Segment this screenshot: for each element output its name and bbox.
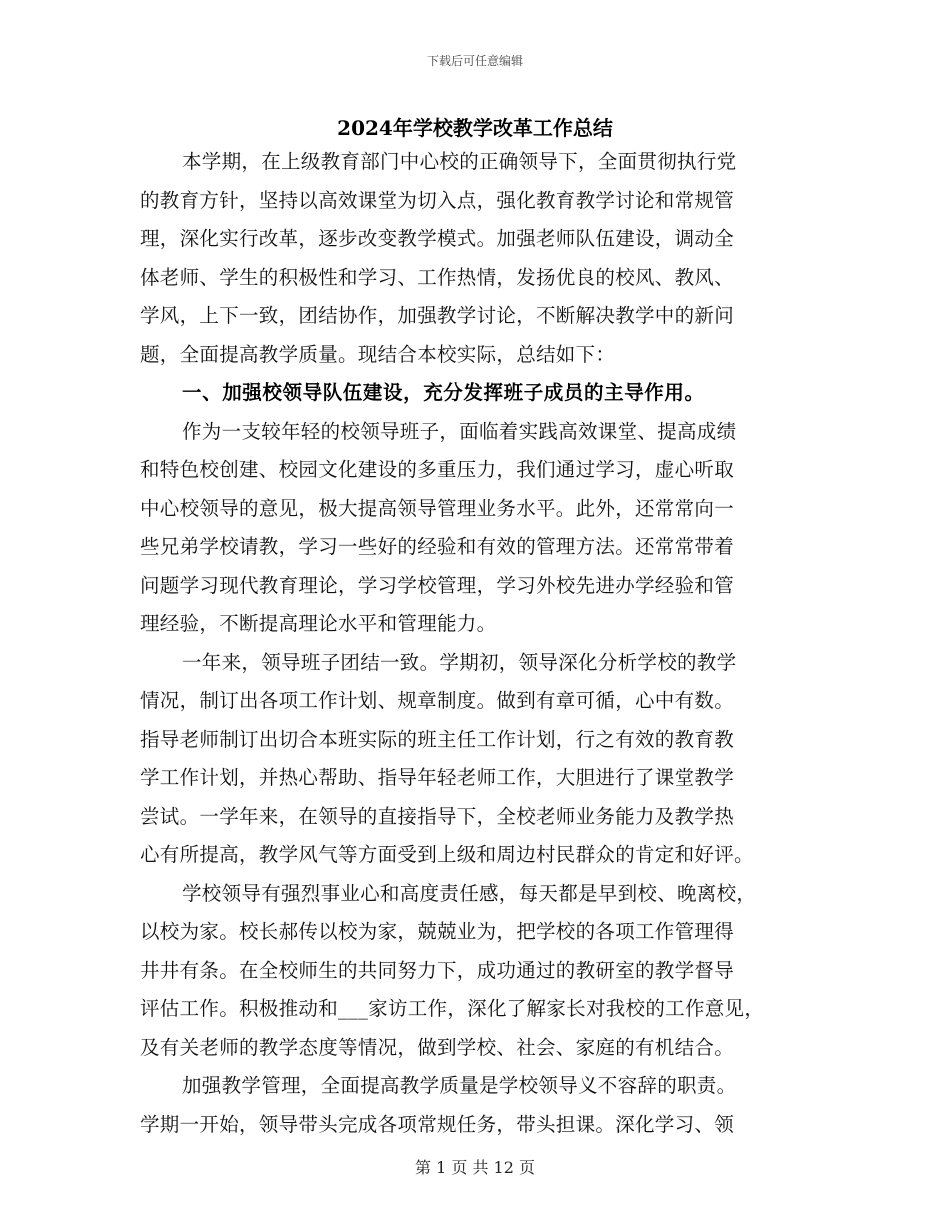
paragraph-line: 的教育方针，坚持以高效课堂为切入点，强化教育教学讨论和常规管 <box>140 188 735 212</box>
paragraph-line: 些兄弟学校请教，学习一些好的经验和有效的管理方法。还常常带着 <box>140 535 735 558</box>
paragraph-line: 一年来，领导班子团结一致。学期初，领导深化分析学校的教学 <box>182 650 737 674</box>
paragraph-line: 尝试。一学年来，在领导的直接指导下，全校老师业务能力及教学热 <box>140 804 735 828</box>
paragraph-line: 学风，上下一致，团结协作，加强教学讨论，不断解决教学中的新问 <box>140 304 735 327</box>
paragraph-line: 和特色校创建、校园文化建设的多重压力，我们通过学习，虚心听取 <box>140 458 735 481</box>
paragraph-line: 心有所提高，教学风气等方面受到上级和周边村民群众的肯定和好评。 <box>140 843 754 866</box>
paragraph-line: 指导老师制订出切合本班实际的班主任工作计划，行之有效的教育教 <box>140 727 735 751</box>
paragraph-line: 学校领导有强烈事业心和高度责任感，每天都是早到校、晚离校， <box>182 881 757 905</box>
paragraph-line: 以校为家。校长郝传以校为家，兢兢业为，把学校的各项工作管理得 <box>140 920 735 943</box>
section-heading: 一、加强校领导队伍建设，充分发挥班子成员的主导作用。 <box>182 381 705 404</box>
paragraph-line: 学工作计划，并热心帮助、指导年轻老师工作，大胆进行了课堂教学 <box>140 766 735 789</box>
page-header-note: 下载后可任意编辑 <box>426 54 523 68</box>
paragraph-line: 中心校领导的意见，极大提高领导管理业务水平。此外，还常常向一 <box>140 496 735 520</box>
document-title: 2024年学校教学改革工作总结 <box>337 116 613 140</box>
paragraph-line: 本学期，在上级教育部门中心校的正确领导下，全面贯彻执行党 <box>182 150 737 173</box>
paragraph-line: 情况，制订出各项工作计划、规章制度。做到有章可循，心中有数。 <box>140 689 735 712</box>
paragraph-line: 理，深化实行改革，逐步改变教学模式。加强老师队伍建设，调动全 <box>140 227 735 250</box>
paragraph-line: 理经验，不断提高理论水平和管理能力。 <box>140 612 497 635</box>
paragraph-line: 题，全面提高教学质量。现结合本校实际，总结如下： <box>140 342 616 366</box>
paragraph-line: 及有关老师的教学态度等情况，做到学校、社会、家庭的有机结合。 <box>140 1035 735 1059</box>
paragraph-line: 评估工作。积极推动和___家访工作，深化了解家长对我校的工作意见， <box>140 997 765 1020</box>
paragraph-line: 加强教学管理，全面提高教学质量是学校领导义不容辞的职责。 <box>182 1074 737 1097</box>
document-body <box>140 143 812 1144</box>
paragraph-line: 作为一支较年轻的校领导班子，面临着实践高效课堂、提高成绩 <box>182 419 737 443</box>
paragraph-line: 学期一开始，领导带头完成各项常规任务，带头担课。深化学习、领 <box>140 1112 735 1136</box>
page-number: 第 1 页 共 12 页 <box>415 1158 535 1177</box>
paragraph-line: 井井有条。在全校师生的共同努力下，成功通过的教研室的教学督导 <box>140 958 735 982</box>
paragraph-line: 问题学习现代教育理论，学习学校管理，学习外校先进办学经验和管 <box>140 573 735 597</box>
paragraph-line: 体老师、学生的积极性和学习、工作热情，发扬优良的校风、教风、 <box>140 265 735 289</box>
